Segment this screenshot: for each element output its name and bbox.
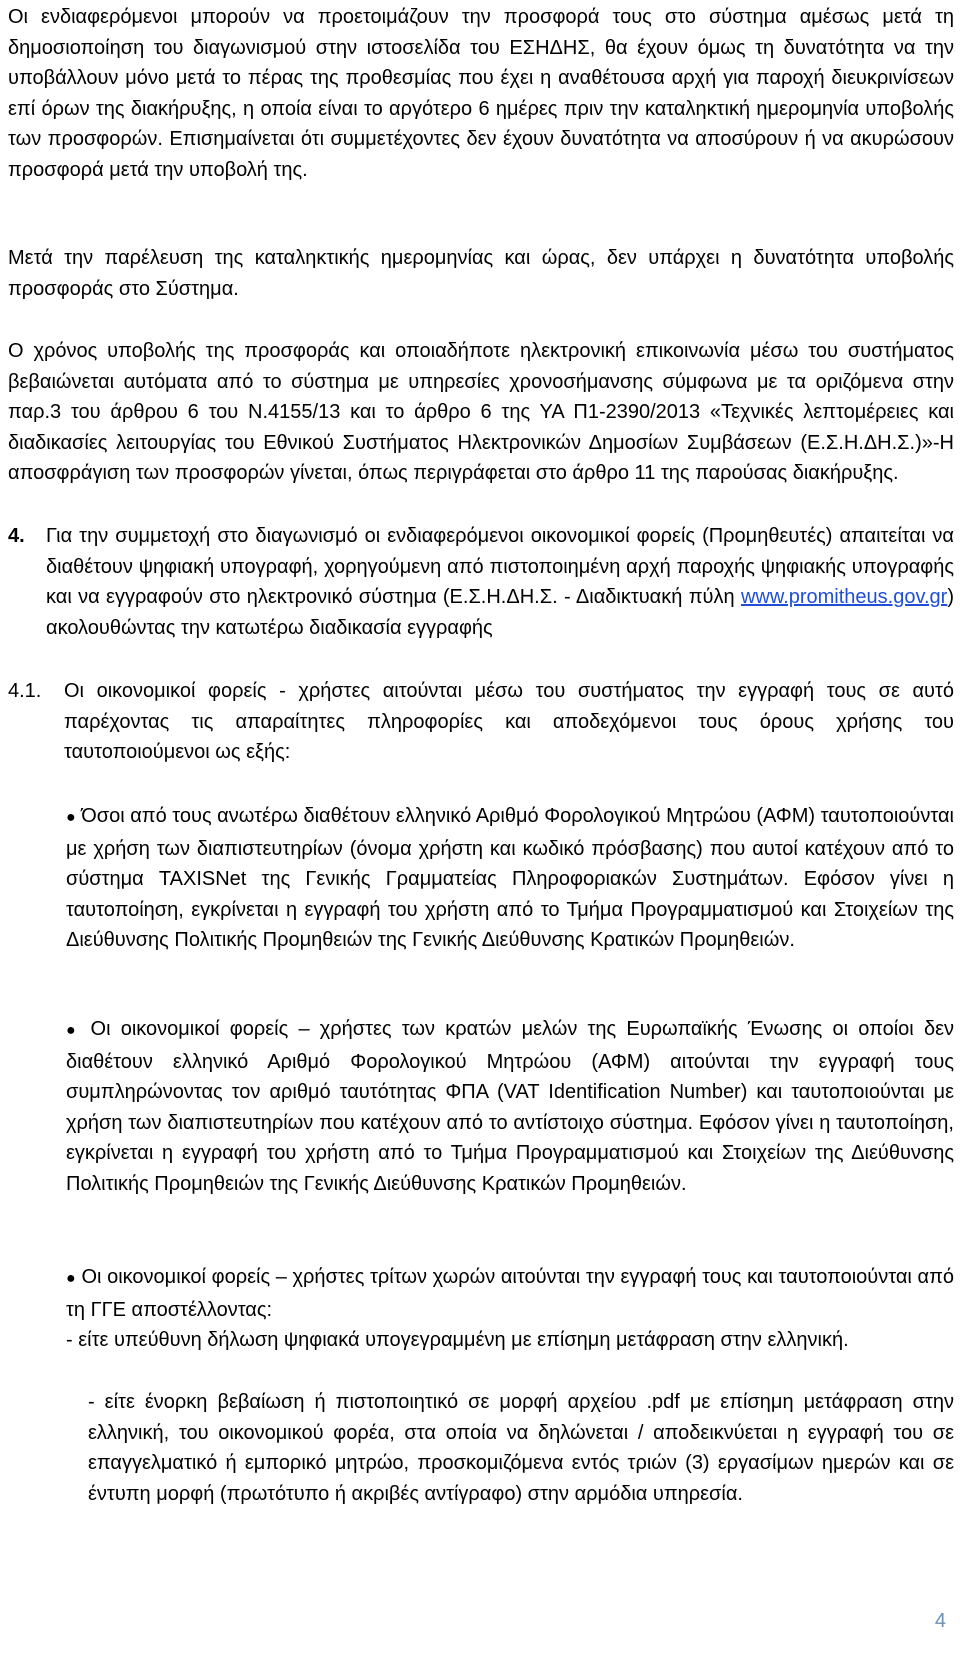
item-4-paragraph [46,521,954,643]
bullet-text: Όσοι από τους ανωτέρω διαθέτουν ελληνικό Αριθμό Φορολογικού Μητρώου (ΑΦΜ) ταυτοποιούνται με χρήση των διαπιστευτηρίων (όνομα χρήστη και κωδικό πρόσβασης) που αυτοί κατέχουν από το σύστημα TAXISNet της Γενικής Γραμματείας Πληροφοριακών Συστημάτων. Εφόσον γίνει η ταυτοποίηση, εγκρίνεται η εγγραφή του χρήστη από το Τμήμα Προγραμματισμού και Στοιχείων της Διεύθυνσης Πολιτικής Προμηθειών της Γενικής Διεύθυνσης Κρατικών Προμηθειών. [66,805,954,951]
dash-item-solemn-declaration: - είτε υπεύθυνη δήλωση ψηφιακά υπογεγραμμένη με επίσημη μετάφραση στην ελληνική. [66,1329,849,1351]
page-number: 4 [934,1610,946,1632]
dash-item-affidavit: - είτε ένορκη βεβαίωση ή πιστοποιητικό σε μορφή αρχείου .pdf με επίσημη μετάφραση στην ελληνική, του οικονομικού φορέα, στα οποία να δηλώνεται / αποδεικνύεται η εγγραφή του σε επαγγελματικό ή εμπορικό μητρώο, προσκομιζόμενα εντός τριών (3) εργασίμων ημερών και σε έντυπη μορφή (πρωτότυπο ή ακριβές αντίγραφο) στην αρμόδια υπηρεσία. [88,1391,954,1505]
bullet-item-third-countries [66,1262,954,1325]
item-4-number: 4. [8,525,25,547]
bullet-icon: ● [66,1022,81,1039]
bullet-icon: ● [66,809,76,826]
bullet-text: Οι οικονομικοί φορείς – χρήστες τρίτων χωρών αιτούνται την εγγραφή τους και ταυτοποιούνται από τη ΓΓΕ αποστέλλοντας: [66,1266,955,1321]
paragraph-timestamping: Ο χρόνος υποβολής της προσφοράς και οποιαδήποτε ηλεκτρονική επικοινωνία μέσω του συστήματος βεβαιώνεται αυτόματα από το σύστημα με υπηρεσίες χρονοσήμανσης σύμφωνα με τα οριζόμενα στην παρ.3 του άρθρου 6 του Ν.4155/13 και το άρθρο 6 της ΥΑ Π1-2390/2013 «Τεχνικές λεπτομέρειες και διαδικασίες λειτουργίας του Εθνικού Συστήματος Ηλεκτρονικών Δημοσίων Συμβάσεων (Ε.Σ.Η.ΔΗ.Σ.)»-Η αποσφράγιση των προσφορών γίνεται, όπως περιγράφεται στο άρθρο 11 της παρούσας διακήρυξης. [8,340,954,484]
bullet-item-eu-members [66,1014,954,1199]
promitheus-link[interactable]: www.promitheus.gov.gr [740,586,948,608]
bullet-icon: ● [66,1270,76,1287]
paragraph-deadline-expiry: Μετά την παρέλευση της καταληκτικής ημερομηνίας και ώρας, δεν υπάρχει η δυνατότητα υποβολής προσφοράς στο Σύστημα. [8,247,954,300]
bullet-item-greek-afm [66,801,954,956]
item-4-1-paragraph: Οι οικονομικοί φορείς - χρήστες αιτούνται μέσω του συστήματος την εγγραφή τους σε αυτό παρέχοντας τις απαραίτητες πληροφορίες και αποδεχόμενοι τους όρους χρήσης του ταυτοποιούμενοι ως εξής: [64,680,954,763]
paragraph-submission-preparation: Οι ενδιαφερόμενοι μπορούν να προετοιμάζουν την προσφορά τους στο σύστημα αμέσως μετά τη δημοσιοποίηση του διαγωνισμού στην ιστοσελίδα του ΕΣΗΔΗΣ, θα έχουν όμως τη δυνατότητα να την υποβάλλουν μόνο μετά το πέρας της προθεσμίας που έχει η αναθέτουσα αρχή για παροχή διευκρινίσεων επί όρων της διακήρυξης, η οποία είναι το αργότερο 6 ημέρες πριν την καταληκτική ημερομηνία υποβολής των προσφορών. Επισημαίνεται ότι συμμετέχοντες δεν έχουν δυνατότητα να αποσύρουν ή να ακυρώσουν προσφορά μετά την υποβολή της. [8,6,954,181]
item-4-1-number: 4.1. [8,680,42,702]
item-4-text-end: ) ακολουθώντας την κατωτέρω διαδικασία εγγραφής [46,586,954,639]
bullet-text: Οι οικονομικοί φορείς – χρήστες των κρατών μελών της Ευρωπαϊκής Ένωσης οι οποίοι δεν διαθέτουν ελληνικό Αριθμό Φορολογικού Μητρώου (ΑΦΜ) αιτούνται την εγγραφή τους συμπληρώνοντας τον αριθμό ταυτότητας ΦΠΑ (VAT Identification Number) και ταυτοποιούνται με χρήση των διαπιστευτηρίων που κατέχουν από το αντίστοιχο σύστημα. Εφόσον γίνει η ταυτοποίηση, εγκρίνεται η εγγραφή του χρήστη από το Τμήμα Προγραμματισμού και Στοιχείων της Διεύθυνσης Πολιτικής Προμηθειών της Γενικής Διεύθυνσης Κρατικών Προμηθειών. [66,1018,954,1195]
item-4-text: Για την συμμετοχή στο διαγωνισμό οι ενδιαφερόμενοι οικονομικοί φορείς (Προμηθευτές) απαιτείται να διαθέτουν ψηφιακή υπογραφή, χορηγούμενη από πιστοποιημένη αρχή παροχής ψηφιακής υπογραφής και να εγγραφούν στο ηλεκτρονικό σύστημα (Ε.Σ.Η.ΔΗ.Σ. - Διαδικτυακή πύλη [46,525,954,608]
